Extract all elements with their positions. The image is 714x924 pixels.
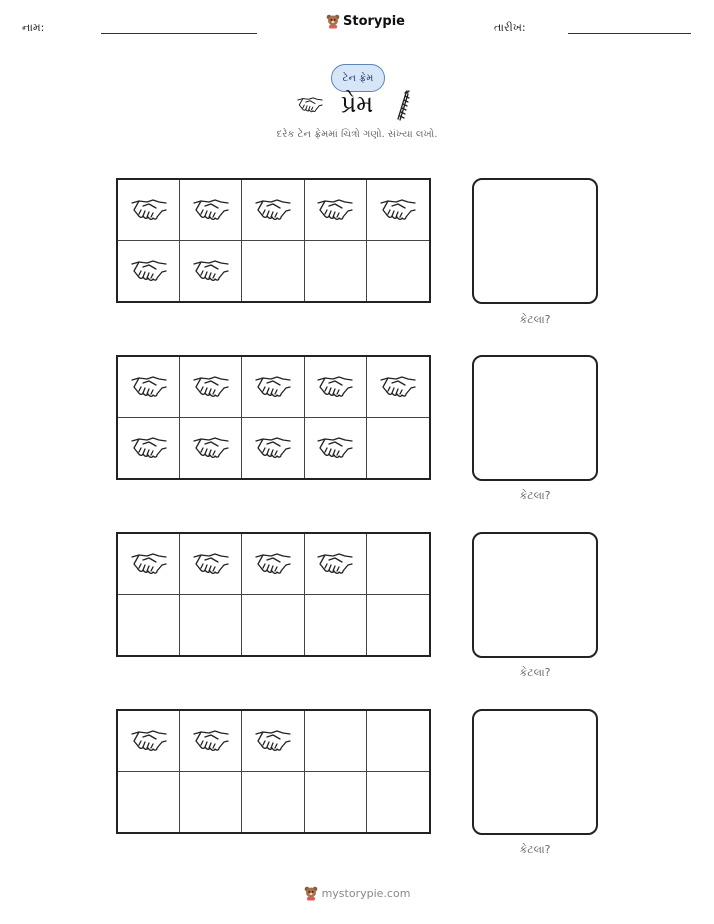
ten-frame-cell	[118, 241, 180, 302]
handshake-icon	[129, 373, 169, 401]
brand-logo	[326, 13, 405, 29]
brand-name: Storypie	[343, 13, 405, 29]
handshake-icon	[129, 434, 169, 462]
handshake-icon	[191, 434, 231, 462]
ten-frame-cell	[367, 534, 429, 595]
handshake-icon	[315, 434, 355, 462]
ten-frame-cell	[305, 241, 367, 302]
bear-mascot-icon	[326, 13, 340, 29]
handshake-icon	[191, 257, 231, 285]
answer-label-2: કેટલા?	[519, 489, 551, 502]
ten-frame-cell	[305, 711, 367, 772]
handshake-icon	[129, 727, 169, 755]
date-label: તારીખ:	[494, 21, 526, 34]
ten-frame-cell	[180, 180, 242, 241]
ten-frame-cell	[118, 711, 180, 772]
ten-frame-cell	[367, 772, 429, 833]
ten-frame-cell	[180, 357, 242, 418]
ten-frame-1	[116, 178, 431, 303]
handshake-icon	[295, 95, 325, 115]
handshake-icon	[191, 196, 231, 224]
ten-frame-cell	[242, 357, 304, 418]
handshake-icon	[378, 196, 418, 224]
handshake-icon	[253, 727, 293, 755]
answer-box-4[interactable]	[472, 709, 598, 835]
ten-frame-cell	[305, 418, 367, 479]
ten-frame-cell	[367, 595, 429, 656]
ten-frame-cell	[305, 534, 367, 595]
handshake-icon	[378, 373, 418, 401]
ten-frame-cell	[118, 772, 180, 833]
ten-frame-cell	[242, 595, 304, 656]
handshake-icon	[253, 550, 293, 578]
instructions: દરેક ટેન ફ્રેમમાં ચિત્રો ગણો. સંખ્યા લખો.	[276, 129, 438, 140]
ten-frame-cell	[367, 241, 429, 302]
answer-label-4: કેટલા?	[519, 843, 551, 856]
handshake-icon	[129, 550, 169, 578]
ten-frame-cell	[305, 772, 367, 833]
ten-frame-cell	[118, 357, 180, 418]
ten-frame-cell	[242, 418, 304, 479]
ten-frame-cell	[180, 241, 242, 302]
ten-frame-2	[116, 355, 431, 480]
ten-frame-cell	[367, 180, 429, 241]
ten-frame-cell	[118, 180, 180, 241]
ten-frame-cell	[367, 357, 429, 418]
page-title: પ્રેમ	[340, 90, 374, 118]
ten-frame-cell	[118, 534, 180, 595]
footer-site: mystorypie.com	[321, 886, 411, 900]
ten-frame-cell	[118, 418, 180, 479]
answer-box-3[interactable]	[472, 532, 598, 658]
handshake-icon	[191, 727, 231, 755]
ten-frame-cell	[305, 180, 367, 241]
ten-frame-cell	[242, 180, 304, 241]
ten-frame-4	[116, 709, 431, 834]
ten-frame-cell	[242, 711, 304, 772]
answer-box-1[interactable]	[472, 178, 598, 304]
handshake-icon	[253, 434, 293, 462]
ten-frame-cell	[242, 772, 304, 833]
date-line[interactable]	[568, 33, 691, 34]
ten-frame-cell	[118, 595, 180, 656]
footer	[0, 885, 714, 901]
handshake-icon	[315, 550, 355, 578]
ten-frame-cell	[367, 418, 429, 479]
handshake-icon	[191, 373, 231, 401]
ten-frame-cell	[180, 711, 242, 772]
handshake-icon	[315, 373, 355, 401]
handshake-icon	[253, 196, 293, 224]
rope-icon	[393, 90, 411, 122]
answer-box-2[interactable]	[472, 355, 598, 481]
ten-frame-tag: ટેન ફ્રેમ	[331, 64, 385, 92]
handshake-icon	[129, 196, 169, 224]
name-line[interactable]	[101, 33, 257, 34]
name-label: નામ:	[22, 21, 45, 34]
handshake-icon	[315, 196, 355, 224]
handshake-icon	[191, 550, 231, 578]
ten-frame-3	[116, 532, 431, 657]
answer-label-3: કેટલા?	[519, 666, 551, 679]
answer-label-1: કેટલા?	[519, 313, 551, 326]
ten-frame-cell	[242, 241, 304, 302]
ten-frame-cell	[305, 595, 367, 656]
handshake-icon	[253, 373, 293, 401]
bear-mascot-icon	[304, 885, 318, 901]
ten-frame-cell	[180, 595, 242, 656]
ten-frame-cell	[305, 357, 367, 418]
ten-frame-cell	[180, 534, 242, 595]
handshake-icon	[129, 257, 169, 285]
ten-frame-cell	[242, 534, 304, 595]
ten-frame-cell	[180, 418, 242, 479]
ten-frame-cell	[180, 772, 242, 833]
ten-frame-cell	[367, 711, 429, 772]
